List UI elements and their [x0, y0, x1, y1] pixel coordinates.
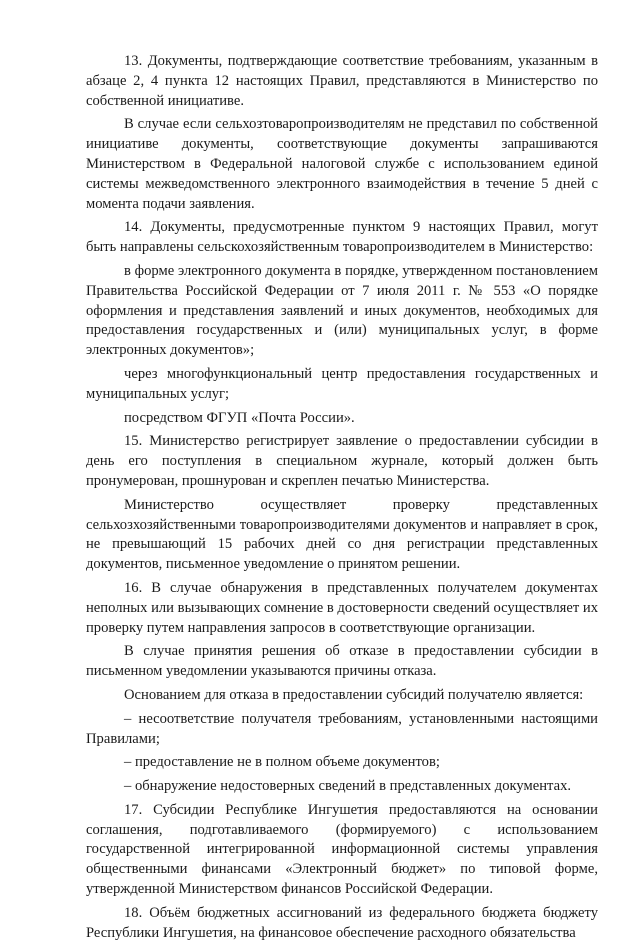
paragraph-14: 14. Документы, предусмотренные пунктом 9 настоящих Правил, могут быть направлены сельскохозяйственным товаропроизводителем в Министерство:: [86, 219, 598, 256]
refusal-ground-2: – предоставление не в полном объеме документов;: [124, 754, 440, 771]
paragraph-17: 17. Субсидии Республике Ингушетия предоставляются на основании соглашения, подготавливаемого (формируемого) с использованием государственной интегрированной информационной системы управления общественными финансами «Электронный бюджет» по типовой форме, утвержденной Министерством финансов Российской Федерации.: [86, 801, 598, 898]
paragraph-14-post: посредством ФГУП «Почта России».: [124, 409, 355, 426]
paragraph-13-inquiry: В случае если сельхозтоваропроизводителям не представил по собственной инициативе документы, соответствующие документы запрашиваются Министерством в Федеральной налоговой службе с использованием единой системы межведомственного электронного взаимодействия в течение 5 дней с момента подачи заявления.: [86, 116, 598, 212]
paragraph-16: 16. В случае обнаружения в представленных получателем документах неполных или вызывающих сомнение в достоверности сведений осуществляет их проверку путем направления запросов в соответствующие организации.: [86, 579, 598, 636]
paragraph-13: 13. Документы, подтверждающие соответствие требованиям, указанным в абзаце 2, 4 пункта 12 настоящих Правил, представляются в Министерство по собственной инициативе.: [86, 53, 598, 109]
paragraph-16-refusal: В случае принятия решения об отказе в предоставлении субсидии в письменном уведомлении указываются причины отказа.: [86, 643, 598, 680]
refusal-ground-1: – несоответствие получателя требованиям, установленными настоящими Правилами;: [86, 710, 598, 747]
paragraph-18: 18. Объём бюджетных ассигнований из федерального бюджета бюджету Республики Ингушетия, на финансовое обеспечение расходного обязательства: [86, 904, 598, 941]
refusal-ground-3: – обнаружение недостоверных сведений в представленных документах.: [124, 778, 572, 795]
refusal-grounds-heading: Основанием для отказа в предоставлении субсидий получателю является:: [124, 686, 584, 703]
paragraph-15-check: Министерство осуществляет проверку представленных сельхозхозяйственными товаропроизводителями документов и направляет в срок, не превышающий 15 рабочих дней со дня регистрации представленных документов, письменное уведомление о принятом решении.: [86, 496, 598, 573]
paragraph-14-electronic: в форме электронного документа в порядке, утвержденном постановлением Правительства Российской Федерации от 7 июля 2011 г. № 553 «О порядке оформления и представления заявлений и иных документов, необходимых для предоставления государственных и (или) муниципальных услуг, в форме электронных документов»;: [86, 262, 598, 359]
paragraph-14-mfc: через многофункциональный центр предоставления государственных и муниципальных услуг;: [86, 365, 598, 402]
paragraph-15: 15. Министерство регистрирует заявление о предоставлении субсидии в день его поступления в специальном журнале, который должен быть пронумерован, прошнурован и скреплен печатью Министерства.: [86, 433, 598, 489]
document-body: [86, 52, 598, 943]
